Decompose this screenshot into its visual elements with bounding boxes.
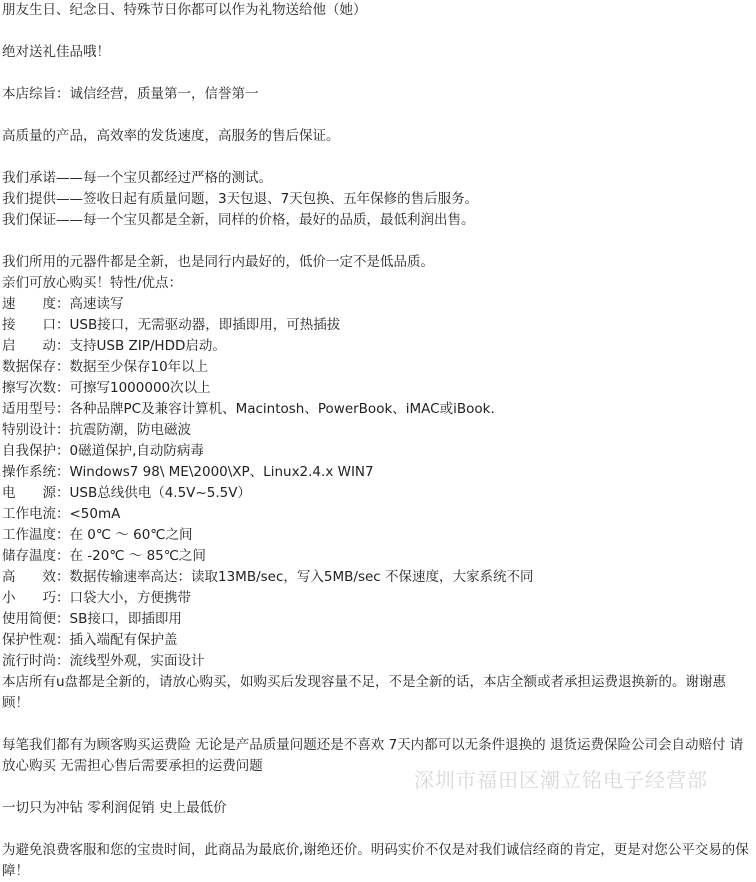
spacer — [2, 714, 752, 735]
spec-value: 流线型外观，实面设计 — [69, 653, 205, 669]
spec-row — [2, 357, 752, 378]
spec-value: SB接口，即插即用 — [69, 611, 182, 627]
spec-value: 数据至少保存10年以上 — [69, 359, 209, 375]
spec-value: 插入端配有保护盖 — [69, 632, 178, 648]
spec-value: USB总线供电（4.5V~5.5V） — [69, 485, 251, 501]
spec-label: 适用型号： — [2, 401, 70, 417]
bargain-note: 为避免浪费客服和您的宝贵时间，此商品为最底价,谢绝还价。明码实价不仅是对我们诚信经商的肯定，更是对您公平交易的保障！ — [2, 842, 749, 879]
spec-label: 接 口： — [2, 317, 70, 333]
spacer — [2, 21, 752, 42]
promise-line: 我们保证——每一个宝贝都是全新，同样的价格，最好的品质，最低利润出售。 — [2, 212, 475, 228]
spacer — [2, 777, 752, 798]
spec-value: 各种品牌PC及兼容计算机、Macintosh、PowerBook、iMAC或iBook. — [69, 401, 495, 417]
spec-value: 高速读写 — [69, 296, 124, 312]
spec-label: 电 源： — [2, 485, 70, 501]
spec-value: 可擦写1000000次以上 — [69, 380, 211, 396]
spec-value: 在 0℃ ～ 60℃之间 — [69, 527, 193, 543]
intro-gift-line: 朋友生日、纪念日、特殊节日你都可以作为礼物送给他（她） — [2, 2, 367, 18]
spec-row — [2, 588, 752, 609]
spec-row — [2, 609, 752, 630]
spec-label: 速 度： — [2, 296, 70, 312]
intro-recommend-line: 绝对送礼佳品哦！ — [2, 44, 110, 60]
spec-label: 小 巧： — [2, 590, 70, 606]
spec-row — [2, 504, 752, 525]
store-watermark: 深圳市福田区潮立铭电子经营部 — [414, 768, 708, 792]
spec-row — [2, 294, 752, 315]
service-quality-line: 高质量的产品，高效率的发货速度，高服务的售后保证。 — [2, 128, 340, 144]
spacer — [2, 819, 752, 840]
spec-label: 保护性观： — [2, 632, 70, 648]
spec-value: 抗震防潮，防电磁波 — [69, 422, 191, 438]
spec-label: 流行时尚： — [2, 653, 70, 669]
product-description — [2, 0, 752, 882]
spec-label: 启 动： — [2, 338, 70, 354]
spec-label: 高 效： — [2, 569, 70, 585]
spec-label: 自我保护： — [2, 443, 70, 459]
promise-line: 我们承诺——每一个宝贝都经过严格的测试。 — [2, 170, 272, 186]
spec-value: 数据传输速率高达：读取13MB/sec，写入5MB/sec 不保速度，大家系统不同 — [69, 569, 534, 585]
spec-label: 特别设计： — [2, 422, 70, 438]
store-tenet-line: 本店综旨：诚信经营，质量第一，信誉第一 — [2, 86, 259, 102]
spec-value: USB接口，无需驱动器，即插即用，可热插拔 — [69, 317, 341, 333]
components-line: 我们所用的元器件都是全新，也是同行内最好的，低价一定不是低品质。 — [2, 254, 434, 270]
spacer — [2, 105, 752, 126]
spec-row — [2, 651, 752, 672]
spacer — [2, 147, 752, 168]
spec-label: 工作电流： — [2, 506, 70, 522]
spacer — [2, 63, 752, 84]
spec-value: 0磁道保护,自动防病毒 — [69, 443, 204, 459]
spacer — [2, 231, 752, 252]
spec-label: 操作系统： — [2, 464, 70, 480]
spec-row — [2, 525, 752, 546]
spec-row — [2, 336, 752, 357]
spec-row — [2, 420, 752, 441]
spec-label: 数据保存： — [2, 359, 70, 375]
spec-row — [2, 462, 752, 483]
promise-line: 我们提供——签收日起有质量问题，3天包退、7天包换、五年保修的售后服务。 — [2, 191, 479, 207]
spec-row — [2, 315, 752, 336]
spec-value: <50mA — [69, 506, 121, 522]
spec-label: 储存温度： — [2, 548, 70, 564]
spec-value: Windows7 98\ ME\2000\XP、Linux2.4.x WIN7 — [69, 464, 374, 480]
spec-row — [2, 483, 752, 504]
spec-row — [2, 441, 752, 462]
spec-value: 在 -20℃ ～ 85℃之间 — [69, 548, 206, 564]
spec-label: 擦写次数： — [2, 380, 70, 396]
spec-row — [2, 630, 752, 651]
spec-row — [2, 567, 752, 588]
new-product-note: 本店所有u盘都是全新的，请放心购买，如购买后发现容量不足，不是全新的话，本店全额或者承担运费退换新的。谢谢惠顾！ — [2, 674, 727, 711]
features-heading: 亲们可放心购买！特性/优点： — [2, 275, 183, 291]
spec-value: 口袋大小，方便携带 — [69, 590, 191, 606]
spec-row — [2, 378, 752, 399]
spec-label: 使用简便： — [2, 611, 70, 627]
spec-list — [2, 294, 752, 672]
spec-value: 支持USB ZIP/HDD启动。 — [69, 338, 226, 354]
spec-label: 工作温度： — [2, 527, 70, 543]
spec-row — [2, 546, 752, 567]
promo-line: 一切只为冲钻 零利润促销 史上最低价 — [2, 800, 227, 816]
spec-row — [2, 399, 752, 420]
insurance-note: 每笔我们都有为顾客购买运费险 无论是产品质量问题还是不喜欢 7天内都可以无条件退换的 退货运费保险公司会自动赔付 请放心购买 无需担心售后需要承担的运费问题 — [2, 737, 744, 774]
